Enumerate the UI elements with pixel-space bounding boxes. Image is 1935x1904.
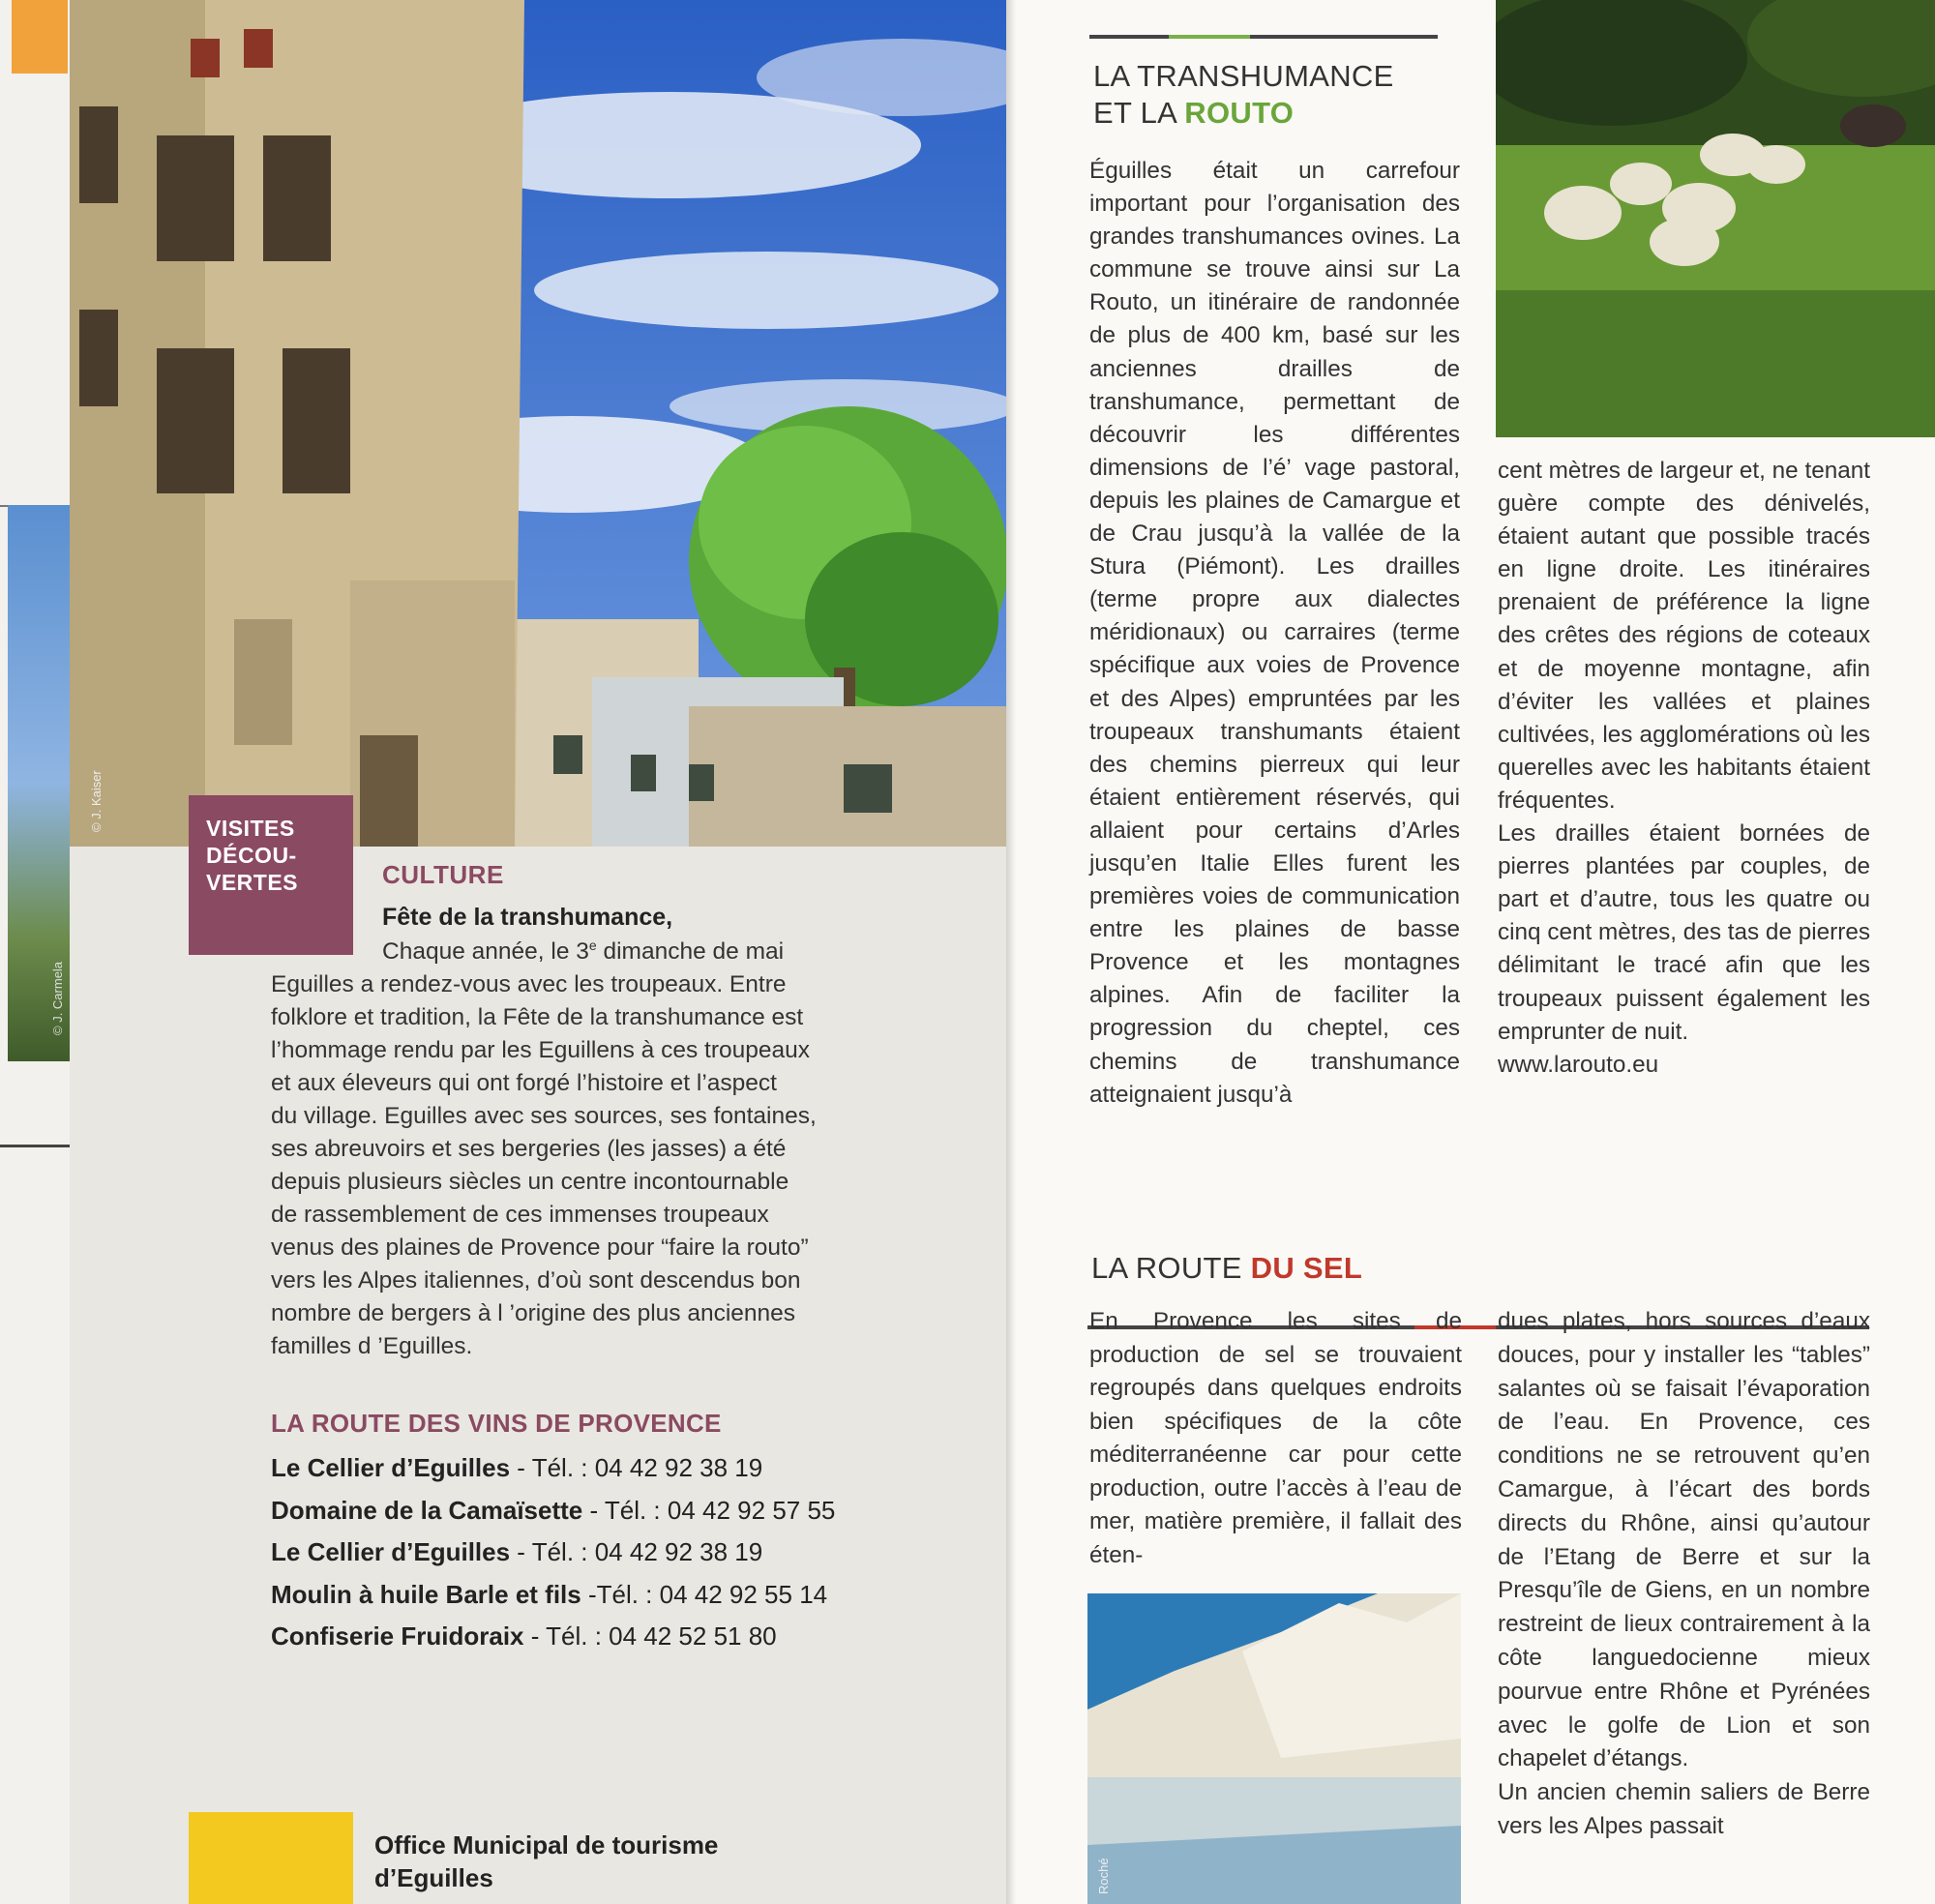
venue-name: Domaine de la Camaïsette xyxy=(271,1495,583,1525)
venue-name: Le Cellier d’Eguilles xyxy=(271,1537,511,1566)
photo-credit: © J. Kaiser xyxy=(89,770,104,832)
tag-line-3: VERTES xyxy=(206,870,299,895)
website-link[interactable]: www.larouto.eu xyxy=(1498,1051,1659,1078)
heading-pre: LA ROUTE xyxy=(1091,1251,1251,1285)
office-line-1: Office Municipal de tourisme xyxy=(374,1830,719,1859)
section-rule xyxy=(1089,35,1438,39)
transhumance-column-2 xyxy=(1498,455,1870,1082)
heading-line-2-pre: ET LA xyxy=(1093,96,1185,130)
orange-color-tab xyxy=(12,0,68,74)
heading-accent: DU SEL xyxy=(1250,1251,1363,1285)
paragraph: dues plates, hors sources d’eaux douces, pour y installer les “tables” salantes où se faisait l’évaporation de l’eau. En Provence, ces conditions ne se retrouvent qu’en Camargue, à l’écart des bords directs du Rhône, ainsi qu’autour de l’Etang de Berre et sur la Presqu’île de Giens, en un nombre restreint de lieux contrairement à la côte languedocienne mieux pourvue entre Rhône et Pyrénées avec le golfe de Lion et son chapelet d’étangs. xyxy=(1498,1308,1870,1772)
culture-first-post: dimanche de mai xyxy=(596,938,785,966)
list-item xyxy=(271,1574,968,1617)
list-item xyxy=(271,1616,968,1658)
office-tourisme xyxy=(374,1829,718,1894)
salt-photo xyxy=(1087,1593,1461,1904)
page-fold xyxy=(1006,0,1016,1904)
tag-line-2: DÉCOU- xyxy=(206,843,297,868)
venue-phone: - Tél. : 04 42 92 38 19 xyxy=(510,1453,763,1482)
paragraph: Les drailles étaient bornées de pierres plantées par couples, de part et d’autre, tous les quatre ou cinq cent mètres, des tas de pierres délimitant le tracé afin que les troupeaux puissent également les emprunter de nuit. xyxy=(1498,820,1870,1045)
route-vins-heading: LA ROUTE DES VINS DE PROVENCE xyxy=(271,1409,722,1438)
list-item xyxy=(271,1490,968,1532)
culture-first-line xyxy=(382,937,784,966)
transhumance-heading xyxy=(1093,58,1394,132)
list-item xyxy=(271,1447,968,1490)
venue-phone: - Tél. : 04 42 92 38 19 xyxy=(510,1537,763,1566)
sel-column-1 xyxy=(1089,1305,1462,1572)
vins-list xyxy=(271,1447,968,1658)
salt-photo-credit: Roché xyxy=(1096,1858,1111,1894)
office-color-tab xyxy=(189,1812,353,1904)
venue-phone: - Tél. : 04 42 92 57 55 xyxy=(582,1495,836,1525)
heading-accent: ROUTO xyxy=(1184,96,1295,130)
paragraph: cent mètres de largeur et, ne tenant guère compte des dénivelés, étaient autant que possible tracés en ligne droite. Les itinéraires prenaient de préférence la ligne des crêtes des régions de coteaux et de moyenne montagne, afin d’éviter les vallées et plaines cultivées, les agglomérations où les querelles avec les habitants étaient fréquentes. xyxy=(1498,458,1870,814)
paragraph: En Provence les sites de production de sel se trouvaient regroupés dans quelques endroits bien spécifiques de la côte méditerranéenne car pour cette production, outre l’accès à l’eau de mer, matière première, il fallait des éten- xyxy=(1089,1308,1462,1568)
paragraph: Éguilles était un carrefour important pour l’organisation des grandes transhumances ovines. La commune se trouve ainsi sur La Routo, un itinéraire de randonnée de plus de 400 km, basé sur les anciennes drailles de transhumance, permettant de découvrir les différentes dimensions de l’é’ vage pastoral, depuis les plaines de Camargue et de Crau jusqu’à la vallée de la Stura (Piémont). Les drailles (terme propre aux dialectes méridionaux) ou carraires (terme spécifique aux voies de Provence et des Alpes) empruntées par les troupeaux transhumants étaient des chemins pierreux qui leur étaient entièrement réservés, qui allaient pour certains d’Arles jusqu’en Italie Elles furent les premières voies de communication entre les plaines de basse Provence et les montagnes alpines. Afin de faciliter la progression du cheptel, ces chemins de transhumance atteignaient jusqu’à xyxy=(1089,158,1460,1108)
heading-line-1: LA TRANSHUMANCE xyxy=(1093,59,1394,93)
paragraph: Un ancien chemin saliers de Berre vers les Alpes passait xyxy=(1498,1779,1870,1839)
ordinal-sup: e xyxy=(588,937,597,953)
route-du-sel-heading xyxy=(1091,1251,1362,1286)
list-item xyxy=(271,1532,968,1574)
venue-name: Confiserie Fruidoraix xyxy=(271,1621,524,1651)
tag-line-1: VISITES xyxy=(206,816,295,841)
fete-title: Fête de la transhumance, xyxy=(382,904,673,931)
sheep-photo xyxy=(1496,0,1935,437)
edge-divider-bottom xyxy=(0,1145,70,1147)
heading-line-2 xyxy=(1093,95,1394,132)
venue-name: Moulin à huile Barle et fils xyxy=(271,1579,581,1609)
section-rule-accent xyxy=(1169,35,1250,39)
venue-phone: - Tél. : 04 42 52 51 80 xyxy=(523,1621,777,1651)
sel-column-2 xyxy=(1498,1305,1870,1844)
office-line-2: d’Eguilles xyxy=(374,1863,493,1892)
culture-first-pre: Chaque année, le 3 xyxy=(382,938,589,966)
transhumance-column-1 xyxy=(1089,155,1460,1112)
culture-body: Eguilles a rendez-vous avec les troupeaux. Entre folklore et tradition, la Fête de la transhumance est l’hommage rendu par les Eguillens à ces troupeaux et aux éleveurs qui ont forgé l’histoire et l’aspect du village. Eguilles avec ses sources, ses fontaines, ses abreuvoirs et ses bergeries (les jasses) a été depuis plusieurs siècles un centre incontournable de rassemblement de ces immenses troupeaux venus des plaines de Provence pour “faire la routo” vers les Alpes italiennes, d’où sont descendus bon nombre de bergers à l ’origine des plus anciennes familles d ’Eguilles. xyxy=(271,971,817,1359)
venue-name: Le Cellier d’Eguilles xyxy=(271,1453,511,1482)
village-photo xyxy=(70,0,1006,847)
edge-photo-credit: © J. Carmela xyxy=(50,961,65,1035)
culture-heading: CULTURE xyxy=(382,860,504,889)
venue-phone: -Tél. : 04 42 92 55 14 xyxy=(580,1579,828,1609)
section-tag-visites-decouvertes xyxy=(189,795,353,955)
